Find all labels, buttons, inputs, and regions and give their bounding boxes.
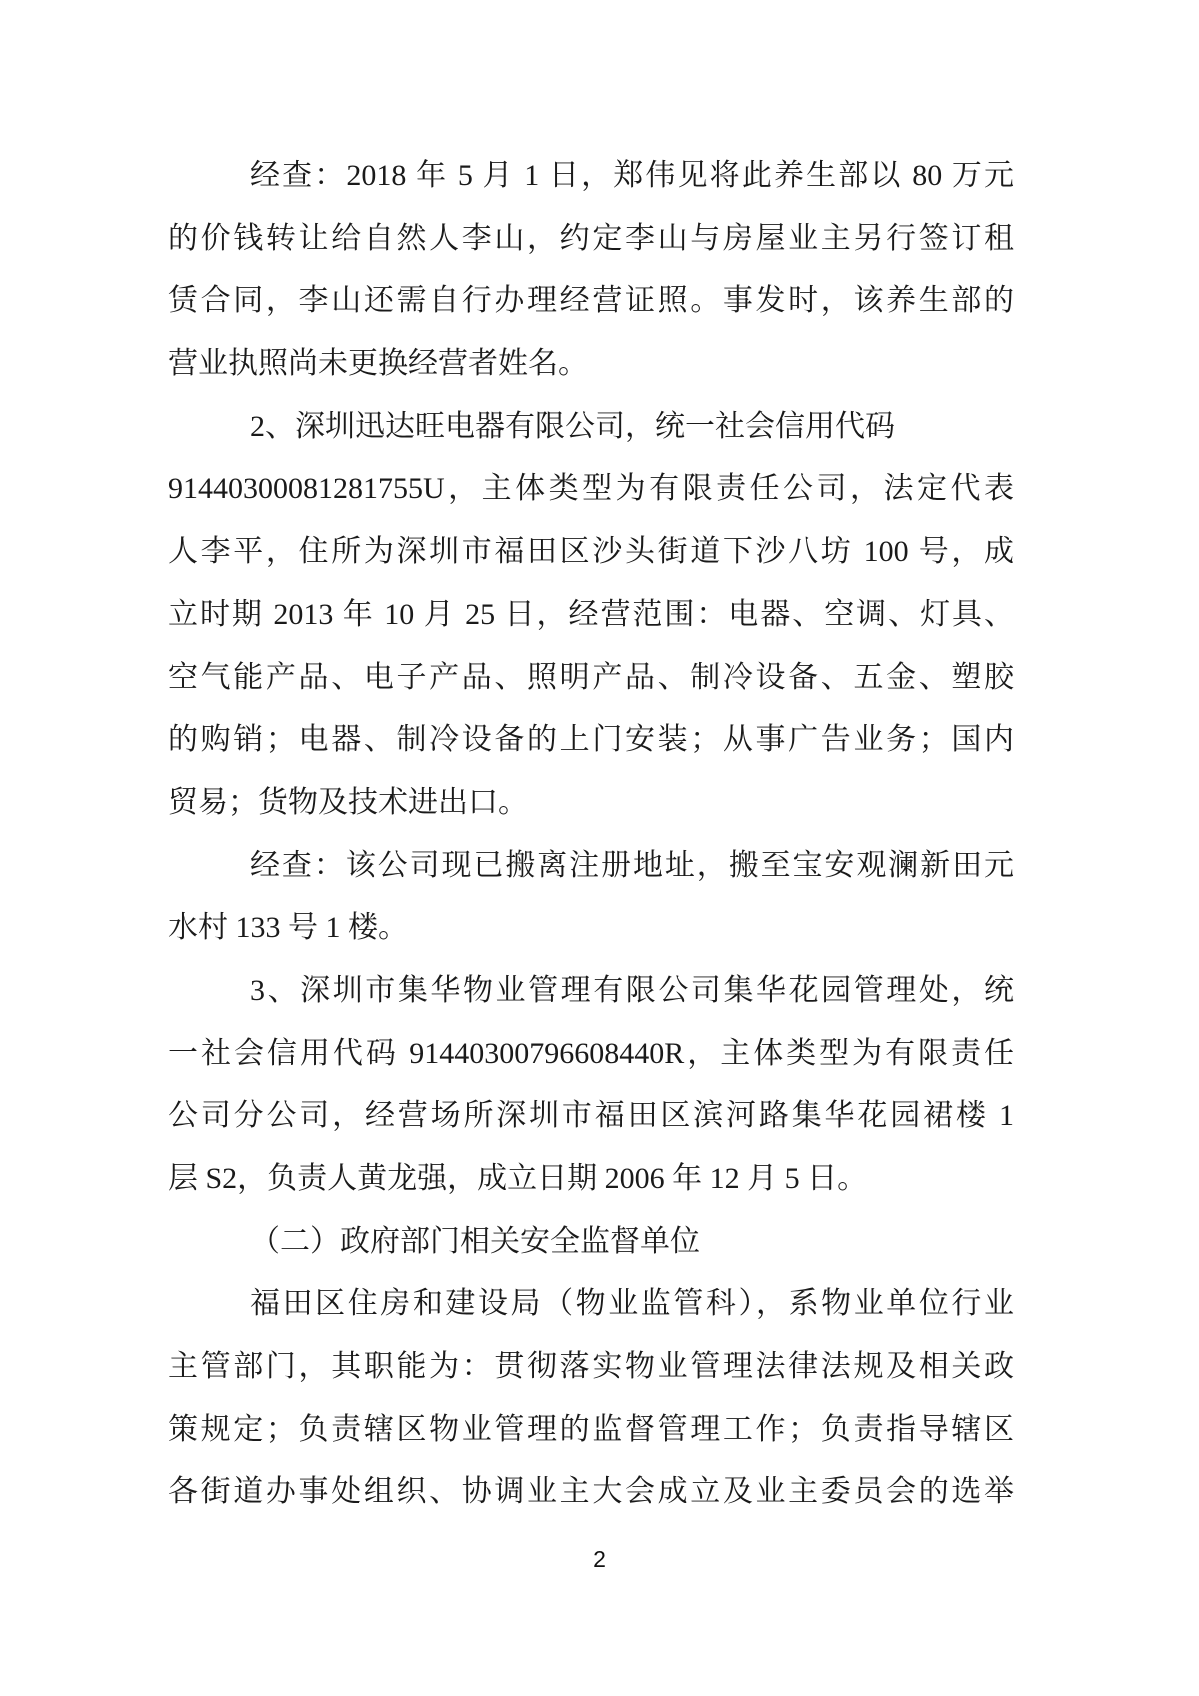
page-number: 2 bbox=[593, 1546, 606, 1572]
text-line: 91440300081281755U，主体类型为有限责任公司，法定代表 bbox=[168, 472, 1014, 506]
text-line: 3、深圳市集华物业管理有限公司集华花园管理处，统 bbox=[250, 973, 1014, 1007]
text-line: 人李平，住所为深圳市福田区沙头街道下沙八坊 100 号，成 bbox=[168, 535, 1014, 569]
text-line: 赁合同，李山还需自行办理经营证照。事发时，该养生部的 bbox=[168, 284, 1014, 318]
text-line: 一社会信用代码 91440300796608440R，主体类型为有限责任 bbox=[168, 1036, 1014, 1070]
text-line: 的购销；电器、制冷设备的上门安装；从事广告业务；国内 bbox=[168, 723, 1014, 757]
text-line: 的价钱转让给自然人李山，约定李山与房屋业主另行签订租 bbox=[168, 221, 1014, 255]
text-line: 2、深圳迅达旺电器有限公司，统一社会信用代码 bbox=[250, 409, 895, 443]
text-line: 主管部门，其职能为：贯彻落实物业管理法律法规及相关政 bbox=[168, 1350, 1014, 1384]
text-line: 层 S2，负责人黄龙强，成立日期 2006 年 12 月 5 日。 bbox=[168, 1162, 868, 1195]
text-line: 立时期 2013 年 10 月 25 日，经营范围：电器、空调、灯具、 bbox=[168, 597, 1014, 631]
text-line: 水村 133 号 1 楼。 bbox=[168, 911, 408, 945]
text-line: 各街道办事处组织、协调业主大会成立及业主委员会的选举 bbox=[168, 1475, 1014, 1509]
text-line: 贸易；货物及技术进出口。 bbox=[168, 785, 528, 819]
text-line: 空气能产品、电子产品、照明产品、制冷设备、五金、塑胶 bbox=[168, 660, 1014, 694]
text-line: 公司分公司，经营场所深圳市福田区滨河路集华花园裙楼 1 bbox=[168, 1099, 1014, 1133]
text-line: 策规定；负责辖区物业管理的监督管理工作；负责指导辖区 bbox=[168, 1412, 1014, 1446]
text-line: 经查：该公司现已搬离注册地址，搬至宝安观澜新田元 bbox=[250, 848, 1014, 882]
document-body bbox=[168, 145, 1014, 1524]
text-line: 经查：2018 年 5 月 1 日，郑伟见将此养生部以 80 万元 bbox=[250, 159, 1014, 192]
page-footer bbox=[0, 1546, 1199, 1573]
text-line: 营业执照尚未更换经营者姓名。 bbox=[168, 347, 588, 381]
section-heading: （二）政府部门相关安全监督单位 bbox=[250, 1224, 700, 1258]
text-line: 福田区住房和建设局（物业监管科），系物业单位行业 bbox=[250, 1287, 1014, 1321]
